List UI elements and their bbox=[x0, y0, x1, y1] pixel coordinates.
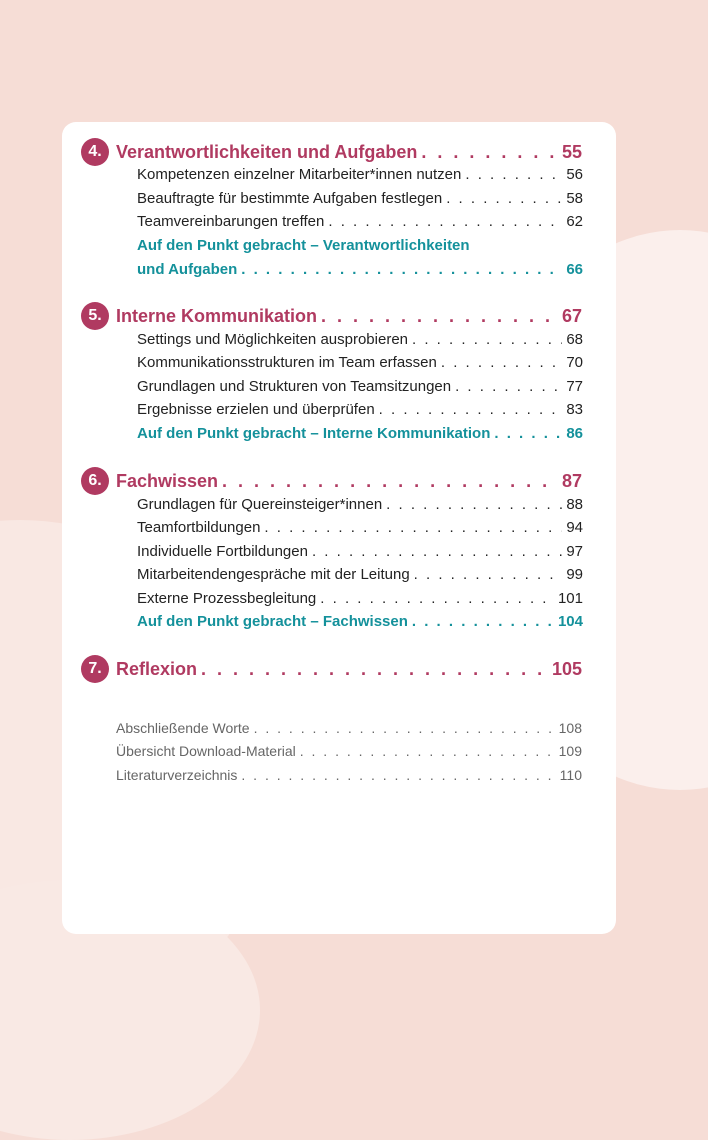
page-number: 77 bbox=[566, 378, 583, 395]
page-number: 62 bbox=[566, 213, 583, 230]
dot-leader bbox=[412, 613, 554, 630]
entry-title: Settings und Möglichkeiten ausprobieren bbox=[137, 331, 409, 348]
entry-title: Individuelle Fortbildungen bbox=[137, 543, 308, 560]
entry-title: Mitarbeitendengespräche mit der Leitung bbox=[137, 566, 410, 583]
entry-title: Beauftragte für bestimmte Aufgaben festlegen bbox=[137, 190, 443, 207]
chapter-number-badge: 7. bbox=[81, 655, 109, 683]
summary-entry[interactable] bbox=[137, 613, 583, 630]
entry-title: und Aufgaben bbox=[137, 261, 238, 278]
entry-title: Kommunikationsstrukturen im Team erfassen bbox=[137, 354, 437, 371]
chapter-title: Fachwissen bbox=[116, 471, 219, 491]
chapter-title: Reflexion bbox=[116, 659, 198, 679]
summary-entry[interactable] bbox=[137, 425, 583, 442]
chapter-number-badge: 5. bbox=[81, 302, 109, 330]
dot-leader bbox=[321, 306, 558, 327]
dot-leader bbox=[465, 166, 562, 183]
chapter-heading[interactable] bbox=[116, 142, 582, 163]
page-number: 70 bbox=[566, 354, 583, 371]
chapter-number-badge: 6. bbox=[81, 467, 109, 495]
entry-title: Auf den Punkt gebracht – Interne Kommunikation bbox=[137, 425, 491, 442]
page-number: 109 bbox=[558, 743, 582, 759]
entry-title: Teamfortbildungen bbox=[137, 519, 261, 536]
dot-leader bbox=[494, 425, 562, 442]
toc-entry[interactable] bbox=[137, 590, 583, 607]
toc-entry[interactable] bbox=[137, 401, 583, 418]
entry-title: Externe Prozessbegleitung bbox=[137, 590, 317, 607]
toc-entry[interactable] bbox=[137, 354, 583, 371]
toc-entry[interactable] bbox=[137, 543, 583, 560]
toc-entry[interactable] bbox=[137, 331, 583, 348]
entry-title: Auf den Punkt gebracht – Fachwissen bbox=[137, 613, 408, 630]
chapter-title: Verantwortlichkeiten und Aufgaben bbox=[116, 142, 418, 162]
dot-leader bbox=[201, 659, 548, 680]
page-number: 99 bbox=[566, 566, 583, 583]
dot-leader bbox=[455, 378, 562, 395]
chapter-heading[interactable] bbox=[116, 471, 582, 492]
dot-leader bbox=[241, 767, 555, 783]
page-number: 105 bbox=[551, 659, 582, 679]
entry-title: Abschließende Worte bbox=[116, 720, 250, 736]
entry-title: Übersicht Download-Material bbox=[116, 743, 296, 759]
dot-leader bbox=[312, 543, 562, 560]
dot-leader bbox=[446, 190, 562, 207]
page-number: 68 bbox=[566, 331, 583, 348]
dot-leader bbox=[414, 566, 563, 583]
backmatter-entry[interactable] bbox=[116, 743, 582, 759]
dot-leader bbox=[264, 519, 562, 536]
page-number: 101 bbox=[557, 590, 583, 607]
page-number: 88 bbox=[566, 496, 583, 513]
dot-leader bbox=[241, 261, 562, 278]
dot-leader bbox=[421, 142, 558, 163]
dot-leader bbox=[320, 590, 554, 607]
toc-entry[interactable] bbox=[137, 519, 583, 536]
entry-title: Literaturverzeichnis bbox=[116, 767, 238, 783]
page-number: 104 bbox=[557, 613, 583, 630]
page-number: 56 bbox=[566, 166, 583, 183]
entry-title: Grundlagen und Strukturen von Teamsitzungen bbox=[137, 378, 452, 395]
entry-title: Teamvereinbarungen treffen bbox=[137, 213, 325, 230]
page-number: 110 bbox=[559, 767, 582, 783]
entry-title: Kompetenzen einzelner Mitarbeiter*innen nutzen bbox=[137, 166, 462, 183]
page-number: 83 bbox=[566, 401, 583, 418]
backmatter-entry[interactable] bbox=[116, 767, 582, 783]
page-number: 58 bbox=[566, 190, 583, 207]
dot-leader bbox=[328, 213, 562, 230]
dot-leader bbox=[300, 743, 555, 759]
chapter-heading[interactable] bbox=[116, 306, 582, 327]
page-number: 55 bbox=[561, 142, 582, 162]
page-number: 66 bbox=[566, 261, 583, 278]
toc-entry[interactable] bbox=[137, 566, 583, 583]
toc-entry[interactable] bbox=[137, 166, 583, 183]
toc-entry[interactable] bbox=[137, 213, 583, 230]
toc-entry[interactable] bbox=[137, 378, 583, 395]
page-number: 67 bbox=[561, 306, 582, 326]
page-number: 87 bbox=[561, 471, 582, 491]
entry-title: Grundlagen für Quereinsteiger*innen bbox=[137, 496, 383, 513]
summary-entry-line1[interactable]: Auf den Punkt gebracht – Verantwortlichkeiten bbox=[137, 237, 470, 254]
chapter-heading[interactable] bbox=[116, 659, 582, 680]
backmatter-entry[interactable] bbox=[116, 720, 582, 736]
dot-leader bbox=[412, 331, 562, 348]
page-number: 86 bbox=[566, 425, 583, 442]
chapter-title: Interne Kommunikation bbox=[116, 306, 318, 326]
toc-entry[interactable] bbox=[137, 496, 583, 513]
page-number: 97 bbox=[566, 543, 583, 560]
dot-leader bbox=[441, 354, 562, 371]
entry-title: Ergebnisse erzielen und überprüfen bbox=[137, 401, 375, 418]
dot-leader bbox=[222, 471, 558, 492]
chapter-number-badge: 4. bbox=[81, 138, 109, 166]
dot-leader bbox=[379, 401, 563, 418]
page-number: 94 bbox=[566, 519, 583, 536]
dot-leader bbox=[254, 720, 555, 736]
summary-entry[interactable] bbox=[137, 261, 583, 278]
page-number: 108 bbox=[558, 720, 582, 736]
toc-entry[interactable] bbox=[137, 190, 583, 207]
dot-leader bbox=[386, 496, 562, 513]
